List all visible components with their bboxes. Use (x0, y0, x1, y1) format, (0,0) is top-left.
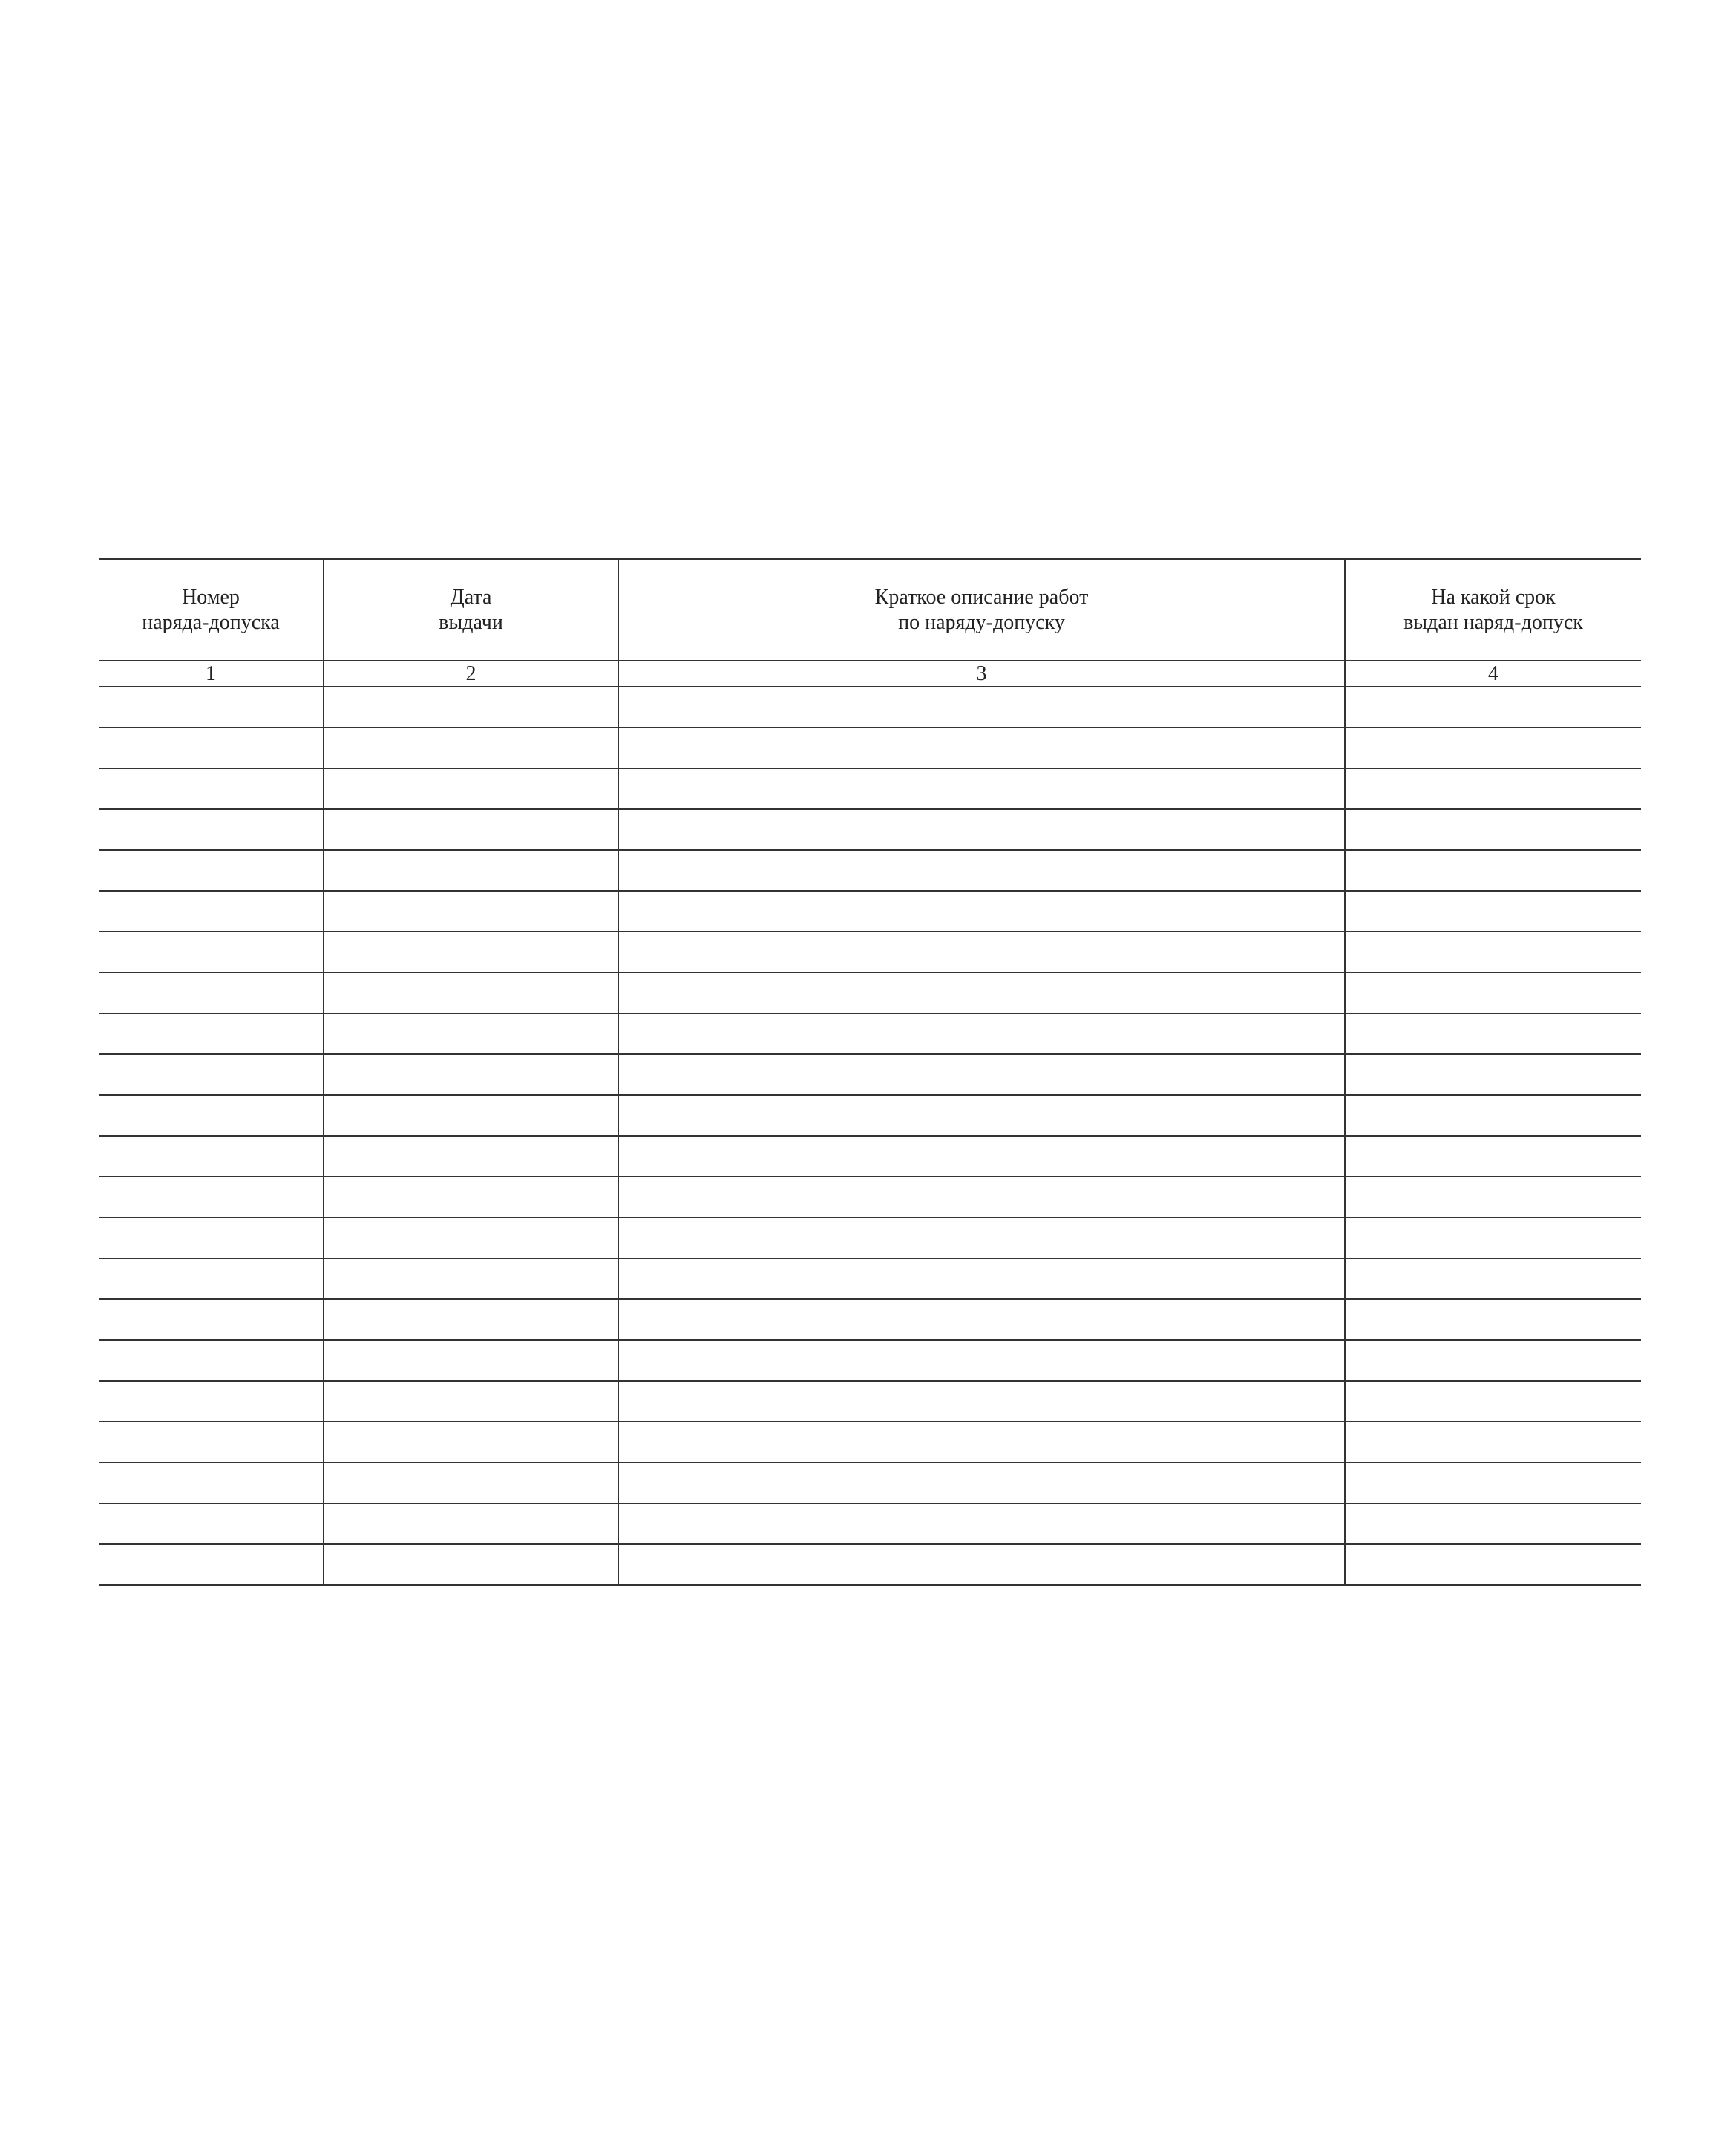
table-cell[interactable] (1345, 809, 1641, 850)
header-line: На какой срок (1431, 586, 1556, 609)
table-cell[interactable] (99, 850, 324, 891)
table-row (99, 1013, 1641, 1054)
table-cell[interactable] (99, 768, 324, 809)
table-cell[interactable] (324, 932, 618, 973)
header-line: Номер (182, 586, 240, 609)
table-row (99, 809, 1641, 850)
permit-journal-table (99, 558, 1641, 1586)
table-row (99, 850, 1641, 891)
table-cell[interactable] (324, 1299, 618, 1340)
table-cell[interactable] (1345, 1462, 1641, 1503)
table-cell[interactable] (618, 1503, 1345, 1544)
header-line: выдан наряд-допуск (1403, 611, 1583, 634)
table-cell[interactable] (1345, 1177, 1641, 1218)
table-cell[interactable] (618, 1095, 1345, 1136)
column-number: 1 (99, 661, 324, 687)
table-cell[interactable] (1345, 1136, 1641, 1177)
header-line: Дата (450, 586, 492, 609)
table-row (99, 1340, 1641, 1381)
table-cell[interactable] (99, 1177, 324, 1218)
table-cell[interactable] (324, 973, 618, 1013)
table-cell[interactable] (99, 1422, 324, 1462)
table-cell[interactable] (324, 1462, 618, 1503)
table-cell[interactable] (324, 1136, 618, 1177)
table-cell[interactable] (1345, 1503, 1641, 1544)
table-cell[interactable] (1345, 1218, 1641, 1258)
table-row (99, 1422, 1641, 1462)
table-cell[interactable] (1345, 1381, 1641, 1422)
table-cell[interactable] (618, 850, 1345, 891)
table-cell[interactable] (1345, 1544, 1641, 1585)
table-row (99, 1054, 1641, 1095)
table-cell[interactable] (99, 1054, 324, 1095)
table-row (99, 1544, 1641, 1585)
table-row (99, 1177, 1641, 1218)
table-cell[interactable] (324, 1381, 618, 1422)
table-cell[interactable] (99, 973, 324, 1013)
table-cell[interactable] (618, 768, 1345, 809)
table-cell[interactable] (618, 728, 1345, 768)
table-row (99, 687, 1641, 728)
table-cell[interactable] (618, 687, 1345, 728)
table-cell[interactable] (99, 809, 324, 850)
table-cell[interactable] (99, 891, 324, 932)
table-row (99, 768, 1641, 809)
table-cell[interactable] (324, 768, 618, 809)
table-cell[interactable] (1345, 932, 1641, 973)
header-line: наряда-допуска (142, 611, 280, 634)
table-cell[interactable] (99, 728, 324, 768)
table-cell[interactable] (1345, 1054, 1641, 1095)
table-cell[interactable] (324, 1054, 618, 1095)
table-cell[interactable] (618, 932, 1345, 973)
table-cell[interactable] (1345, 768, 1641, 809)
table-cell[interactable] (99, 1503, 324, 1544)
table-cell[interactable] (618, 1544, 1345, 1585)
table-cell[interactable] (618, 1013, 1345, 1054)
table-row (99, 1381, 1641, 1422)
table-cell[interactable] (99, 1013, 324, 1054)
table-cell[interactable] (618, 1258, 1345, 1299)
table-cell[interactable] (324, 1503, 618, 1544)
header-line: Краткое описание работ (874, 586, 1089, 609)
table-row (99, 1462, 1641, 1503)
table-cell[interactable] (1345, 891, 1641, 932)
table-cell[interactable] (1345, 973, 1641, 1013)
table-cell[interactable] (1345, 850, 1641, 891)
table-row (99, 1136, 1641, 1177)
table-row (99, 1258, 1641, 1299)
table-cell[interactable] (99, 1462, 324, 1503)
table-cell[interactable] (618, 1218, 1345, 1258)
table-cell[interactable] (618, 1136, 1345, 1177)
table-cell[interactable] (1345, 1299, 1641, 1340)
table-row (99, 973, 1641, 1013)
table-cell[interactable] (99, 687, 324, 728)
table-cell[interactable] (1345, 1422, 1641, 1462)
header-line: выдачи (439, 611, 503, 634)
table-cell[interactable] (99, 932, 324, 973)
table-cell[interactable] (324, 1095, 618, 1136)
table-cell[interactable] (1345, 1340, 1641, 1381)
table-cell[interactable] (99, 1340, 324, 1381)
table-cell[interactable] (324, 687, 618, 728)
table-header-row (99, 560, 1641, 661)
table-cell[interactable] (324, 1258, 618, 1299)
table-cell[interactable] (99, 1381, 324, 1422)
table-cell[interactable] (324, 891, 618, 932)
table-cell[interactable] (99, 1136, 324, 1177)
column-number: 4 (1345, 661, 1641, 687)
table-cell[interactable] (618, 1462, 1345, 1503)
table-cell[interactable] (324, 1422, 618, 1462)
column-header-validity-period (1345, 560, 1641, 661)
table-cell[interactable] (324, 1177, 618, 1218)
header-line: по наряду-допуску (898, 611, 1065, 634)
table-cell[interactable] (99, 1299, 324, 1340)
table-cell[interactable] (1345, 728, 1641, 768)
column-number: 2 (324, 661, 618, 687)
table-row (99, 1218, 1641, 1258)
table-cell[interactable] (99, 1544, 324, 1585)
table-row (99, 1503, 1641, 1544)
table-cell[interactable] (324, 1544, 618, 1585)
table-cell[interactable] (324, 809, 618, 850)
table-cell[interactable] (1345, 1258, 1641, 1299)
table-cell[interactable] (618, 1340, 1345, 1381)
table-cell[interactable] (618, 1054, 1345, 1095)
table-cell[interactable] (618, 1177, 1345, 1218)
table-cell[interactable] (99, 1258, 324, 1299)
table-cell[interactable] (618, 973, 1345, 1013)
table-cell[interactable] (618, 1381, 1345, 1422)
column-number: 3 (618, 661, 1345, 687)
table-row (99, 1095, 1641, 1136)
table-cell[interactable] (1345, 687, 1641, 728)
table-cell[interactable] (324, 850, 618, 891)
table-row (99, 728, 1641, 768)
table-row (99, 1299, 1641, 1340)
table-cell[interactable] (618, 891, 1345, 932)
table-cell[interactable] (618, 809, 1345, 850)
table-cell[interactable] (1345, 1095, 1641, 1136)
table-body (99, 687, 1641, 1585)
table-cell[interactable] (324, 728, 618, 768)
column-header-permit-number (99, 560, 324, 661)
table-cell[interactable] (324, 1218, 618, 1258)
column-number-row (99, 661, 1641, 687)
column-header-work-description (618, 560, 1345, 661)
table-row (99, 891, 1641, 932)
table-cell[interactable] (324, 1340, 618, 1381)
table-cell[interactable] (99, 1218, 324, 1258)
table-cell[interactable] (99, 1095, 324, 1136)
table-cell[interactable] (1345, 1013, 1641, 1054)
table-cell[interactable] (618, 1422, 1345, 1462)
table-cell[interactable] (618, 1299, 1345, 1340)
column-header-issue-date (324, 560, 618, 661)
table-cell[interactable] (324, 1013, 618, 1054)
table-row (99, 932, 1641, 973)
